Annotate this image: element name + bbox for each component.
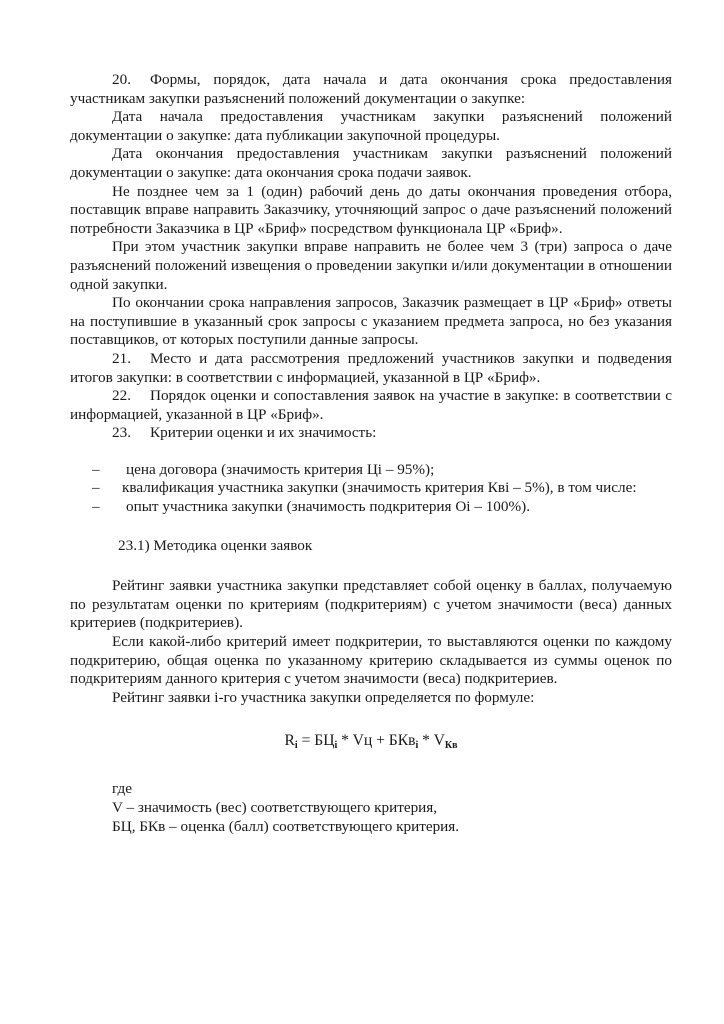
- section-23-1-paragraph-3: Рейтинг заявки i-го участника закупки определяется по формуле:: [112, 688, 535, 706]
- section-23-1-paragraph-2: Если какой-либо критерий имеет подкритерии, то выставляются оценки по каждому подкритерию, общая оценка по указанному критерию складывается из суммы оценок по подкритериям данного критерия с учетом значимости (веса) подкритериев.: [70, 633, 672, 688]
- formula-bk-sub: i: [415, 740, 419, 752]
- list-item: [70, 461, 672, 480]
- section-23: [70, 424, 672, 443]
- document-page: [70, 71, 672, 836]
- list-item: [70, 479, 672, 498]
- list-dash: –: [92, 460, 100, 478]
- section-20-heading-text: Формы, порядок, дата начала и дата окончания срока предоставления участникам закупки разъяснений положений документации о закупке:: [70, 71, 672, 107]
- formula-v-sub: Кв: [444, 740, 458, 752]
- list-item-text: квалификация участника закупки (значимость критерия Квi – 5%), в том числе:: [122, 479, 637, 497]
- formula-eq: = БЦ: [297, 732, 335, 750]
- formula-mid: * Vц + БКв: [337, 732, 416, 750]
- list-dash: –: [92, 498, 100, 516]
- section-20-heading: [70, 71, 672, 108]
- section-20-paragraph-5: По окончании срока направления запросов, Заказчик размещает в ЦР «Бриф» ответы на поступившие в указанный срок запросы с указанием предмета запроса, но без указания поставщиков, от которых поступили данные запросы.: [70, 294, 672, 349]
- section-20-paragraph-2: Дата окончания предоставления участникам закупки разъяснений положений документации о закупке: дата окончания срока подачи заявок.: [70, 145, 672, 181]
- list-item-text: цена договора (значимость критерия Цi – 95%);: [126, 460, 435, 478]
- section-23-1-heading: 23.1) Методика оценки заявок: [118, 536, 313, 554]
- section-21-text: Место и дата рассмотрения предложений участников закупки и подведения итогов закупки: в соответствии с информацией, указанной в ЦР «Бриф».: [70, 349, 672, 386]
- section-23-1-paragraph-1: Рейтинг заявки участника закупки представляет собой оценку в баллах, получаемую по результатам оценки по критериям (подкритериям) с учетом значимости (веса) данных критериев (подкритериев).: [70, 577, 672, 632]
- list-item-text: опыт участника закупки (значимость подкритерия Оi – 100%).: [126, 498, 531, 516]
- section-20-paragraph-4: При этом участник закупки вправе направить не более чем 3 (три) запроса о даче разъяснений положений извещения о проведении закупки и/или документации в отношении одной закупки.: [70, 238, 672, 293]
- legend-v: V – значимость (вес) соответствующего критерия,: [112, 799, 438, 816]
- rating-formula: [70, 731, 672, 756]
- formula-r-sub: i: [294, 740, 298, 752]
- formula-bc-sub: i: [334, 740, 338, 752]
- list-dash: –: [92, 479, 100, 497]
- section-21-number: 21.: [112, 349, 131, 367]
- section-22-number: 22.: [112, 387, 131, 405]
- section-20-number: 20.: [112, 71, 131, 88]
- legend-b: БЦ, БКв – оценка (балл) соответствующего критерия.: [112, 817, 460, 835]
- section-20-paragraph-3: Не позднее чем за 1 (один) рабочий день до даты окончания проведения отбора, поставщик вправе направить Заказчику, уточняющий запрос о даче разъяснений положений потребности Заказчика в ЦР «Бриф» посредством функционала ЦР «Бриф».: [70, 182, 672, 237]
- formula-r: R: [284, 732, 295, 750]
- list-item: [70, 498, 672, 517]
- section-23-text: Критерии оценки и их значимость:: [150, 424, 377, 442]
- spacer: [70, 555, 672, 577]
- section-23-number: 23.: [112, 424, 131, 442]
- section-22: [70, 387, 672, 424]
- section-21: [70, 350, 672, 387]
- section-22-text: Порядок оценки и сопоставления заявок на участие в закупке: в соответствии с информацией, указанной в ЦР «Бриф».: [70, 387, 672, 423]
- legend-where: где: [112, 780, 132, 798]
- formula-end: * V: [418, 732, 445, 750]
- criteria-list: [70, 461, 672, 517]
- section-20-paragraph-1: Дата начала предоставления участникам закупки разъяснений положений документации о закупке: дата публикации закупочной процедуры.: [70, 108, 672, 144]
